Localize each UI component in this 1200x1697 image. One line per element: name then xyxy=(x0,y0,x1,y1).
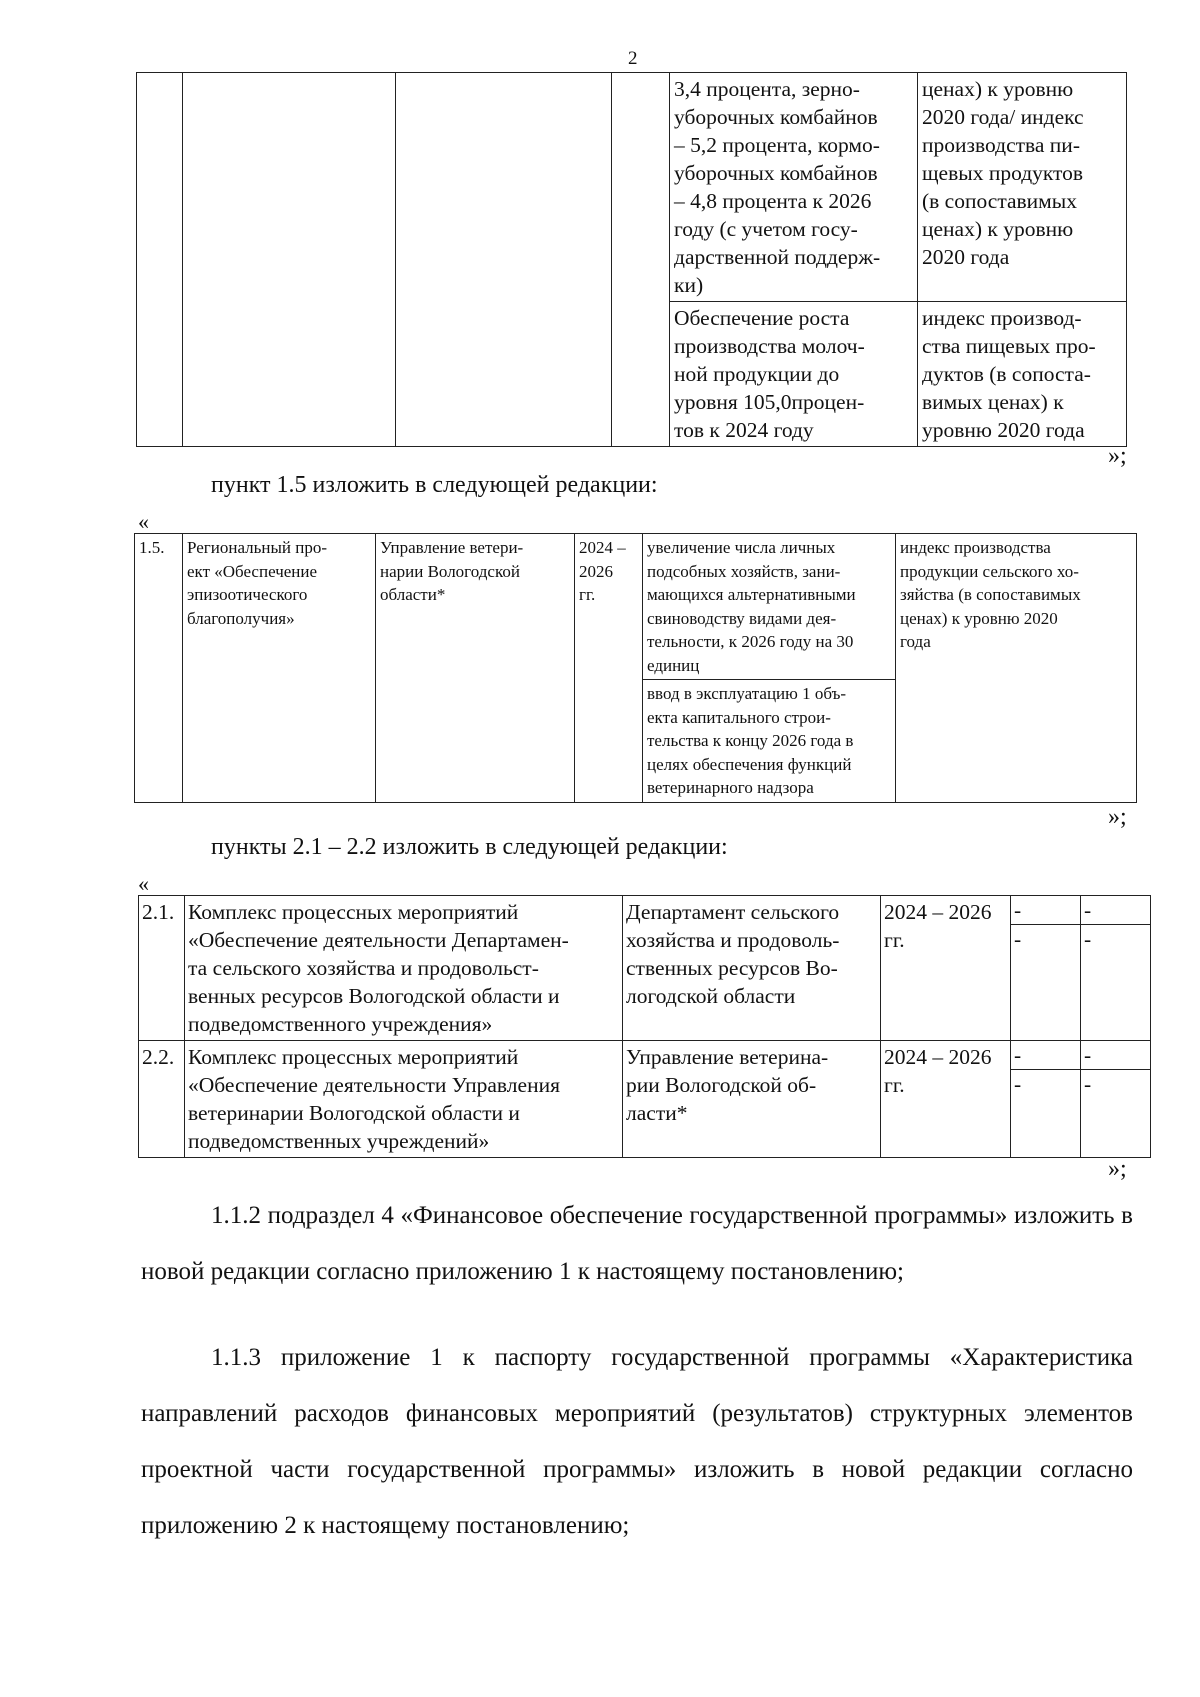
cell-num xyxy=(137,73,183,447)
cell-result: ввод в эксплуатацию 1 объ- екта капитального строи- тельства к концу 2026 года в целях обеспечения функций ветеринарного надзора xyxy=(643,680,896,803)
cell-result: увеличение числа личных подсобных хозяйств, зани- мающихся альтернативными свиноводству видами дея- тельности, к 2026 году на 30 единиц xyxy=(643,534,896,680)
cell-value: - xyxy=(1081,1041,1150,1070)
cell-num: 1.5. xyxy=(135,534,183,803)
cell-indicator: индекс производства продукции сельского хо- зяйства (в сопоставимых ценах) к уровню 2020 года xyxy=(896,534,1137,803)
cell-name xyxy=(183,73,396,447)
page-number: 2 xyxy=(628,48,638,69)
cell-num: 2.1. xyxy=(139,896,185,1041)
section-intro: пункты 2.1 – 2.2 изложить в следующей редакции: xyxy=(211,834,728,860)
table-items-2-1-2-2 xyxy=(138,895,1151,1158)
cell-col5 xyxy=(1011,1041,1081,1158)
cell-period: 2024 – 2026 гг. xyxy=(575,534,643,803)
closing-quote: »; xyxy=(1108,443,1127,469)
paragraph-text: 1.1.3 приложение 1 к паспорту государственной программы «Характеристика направлений расходов финансовых мероприятий (результатов) структурных элементов проектной части государственной программы» изложить в новой редакции согласно приложению 2 к настоящему постановлению; xyxy=(141,1344,1133,1539)
cell-value: - xyxy=(1081,896,1150,925)
cell-value: - xyxy=(1014,927,1022,951)
cell-period xyxy=(612,73,670,447)
cell-value: - xyxy=(1011,896,1080,925)
opening-quote: « xyxy=(138,509,149,534)
section-intro: пункт 1.5 изложить в следующей редакции: xyxy=(211,472,658,498)
table-row xyxy=(135,534,1137,680)
cell-col6 xyxy=(1081,896,1151,1041)
table-row xyxy=(139,896,1151,1041)
cell-result: Обеспечение роста производства молоч- ной продукции до уровня 105,0процен- тов к 2024 году xyxy=(670,302,918,447)
cell-indicator: ценах) к уровню 2020 года/ индекс производства пи- щевых продуктов (в сопоставимых ценах) к уровню 2020 года xyxy=(918,73,1127,302)
cell-value: - xyxy=(1014,1072,1022,1096)
cell-col5 xyxy=(1011,896,1081,1041)
table-continuation xyxy=(136,72,1127,447)
cell-indicator: индекс производ- ства пищевых про- дуктов (в сопоста- вимых ценах) к уровню 2020 года xyxy=(918,302,1127,447)
table-row xyxy=(137,73,1127,302)
cell-result: 3,4 процента, зерно- уборочных комбайнов – 5,2 процента, кормо- уборочных комбайнов – 4,8 процента к 2026 году (с учетом госу- дарственной поддерж- ки) xyxy=(670,73,918,302)
table-item-1-5 xyxy=(134,533,1137,803)
cell-responsible: Управление ветери- нарии Вологодской области* xyxy=(376,534,575,803)
cell-period: 2024 – 2026 гг. xyxy=(881,1041,1011,1158)
paragraph-1-1-2 xyxy=(141,1188,1133,1300)
cell-value: - xyxy=(1011,1041,1080,1070)
cell-value: - xyxy=(1084,927,1092,951)
cell-period: 2024 – 2026 гг. xyxy=(881,896,1011,1041)
opening-quote: « xyxy=(138,871,149,896)
paragraph-1-1-3 xyxy=(141,1330,1133,1554)
cell-name: Региональный про- ект «Обеспечение эпизоотического благополучия» xyxy=(183,534,376,803)
cell-col6 xyxy=(1081,1041,1151,1158)
cell-responsible: Управление ветерина- рии Вологодской об- ласти* xyxy=(623,1041,881,1158)
cell-responsible xyxy=(396,73,612,447)
cell-responsible: Департамент сельского хозяйства и продоволь- ственных ресурсов Во- логодской области xyxy=(623,896,881,1041)
cell-name: Комплекс процессных мероприятий «Обеспечение деятельности Управления ветеринарии Вологодской области и подведомственных учреждений» xyxy=(185,1041,623,1158)
paragraph-text: 1.1.2 подраздел 4 «Финансовое обеспечение государственной программы» изложить в новой редакции согласно приложению 1 к настоящему постановлению; xyxy=(141,1202,1133,1285)
cell-name: Комплекс процессных мероприятий «Обеспечение деятельности Департамен- та сельского хозяйства и продовольст- венных ресурсов Вологодской области и подведомственного учреждения» xyxy=(185,896,623,1041)
cell-num: 2.2. xyxy=(139,1041,185,1158)
closing-quote: »; xyxy=(1108,1156,1127,1182)
cell-value: - xyxy=(1084,1072,1092,1096)
table-row xyxy=(139,1041,1151,1158)
closing-quote: »; xyxy=(1108,804,1127,830)
